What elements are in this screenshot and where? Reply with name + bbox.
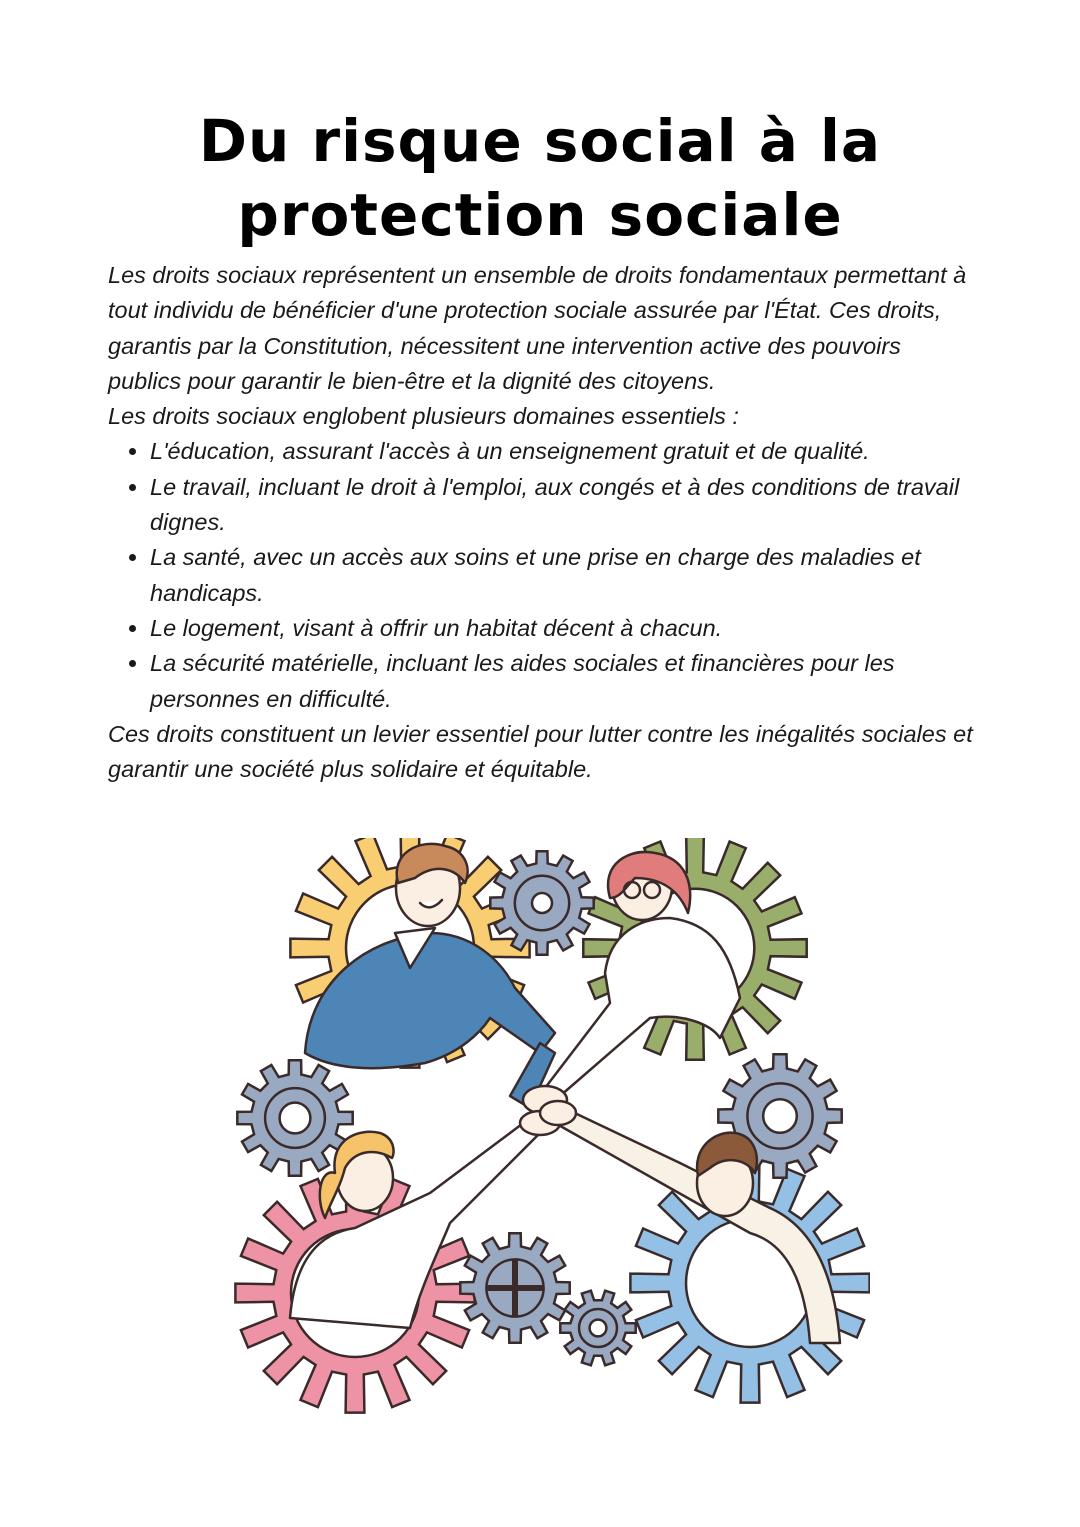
title-line-1: Du risque social à la — [198, 107, 882, 175]
domain-list — [108, 434, 978, 716]
title-line-2: protection sociale — [237, 181, 843, 249]
list-intro: Les droits sociaux englobent plusieurs domaines essentiels : — [108, 403, 739, 430]
list-item: • L'éducation, assurant l'accès à un enseignement gratuit et de qualité. — [150, 434, 978, 469]
gears-teamwork-illustration — [210, 838, 870, 1418]
list-item: • Le logement, visant à offrir un habitat décent à chacun. — [150, 611, 978, 646]
page-title — [0, 104, 1080, 252]
list-item: • La santé, avec un accès aux soins et une prise en charge des maladies et handicaps. — [150, 540, 978, 611]
conclusion-paragraph: Ces droits constituent un levier essentiel pour lutter contre les inégalités sociales et garantir une société plus solidaire et équitable. — [108, 720, 973, 783]
small-gear-icon — [460, 1233, 569, 1342]
list-item: • La sécurité matérielle, incluant les aides sociales et financières pour les personnes en difficulté. — [150, 646, 978, 717]
body-text — [108, 258, 978, 787]
list-item: • Le travail, incluant le droit à l'emploi, aux congés et à des conditions de travail dignes. — [150, 470, 978, 541]
intro-paragraph: Les droits sociaux représentent un ensemble de droits fondamentaux permettant à tout individu de bénéficier d'une protection sociale assurée par l'État. Ces droits, garantis par la Constitution, nécessitent une intervention active des pouvoirs publics pour garantir le bien-être et la dignité des citoyens. — [108, 262, 967, 394]
white-shirt — [545, 918, 740, 1096]
small-gear-icon — [560, 1291, 635, 1366]
